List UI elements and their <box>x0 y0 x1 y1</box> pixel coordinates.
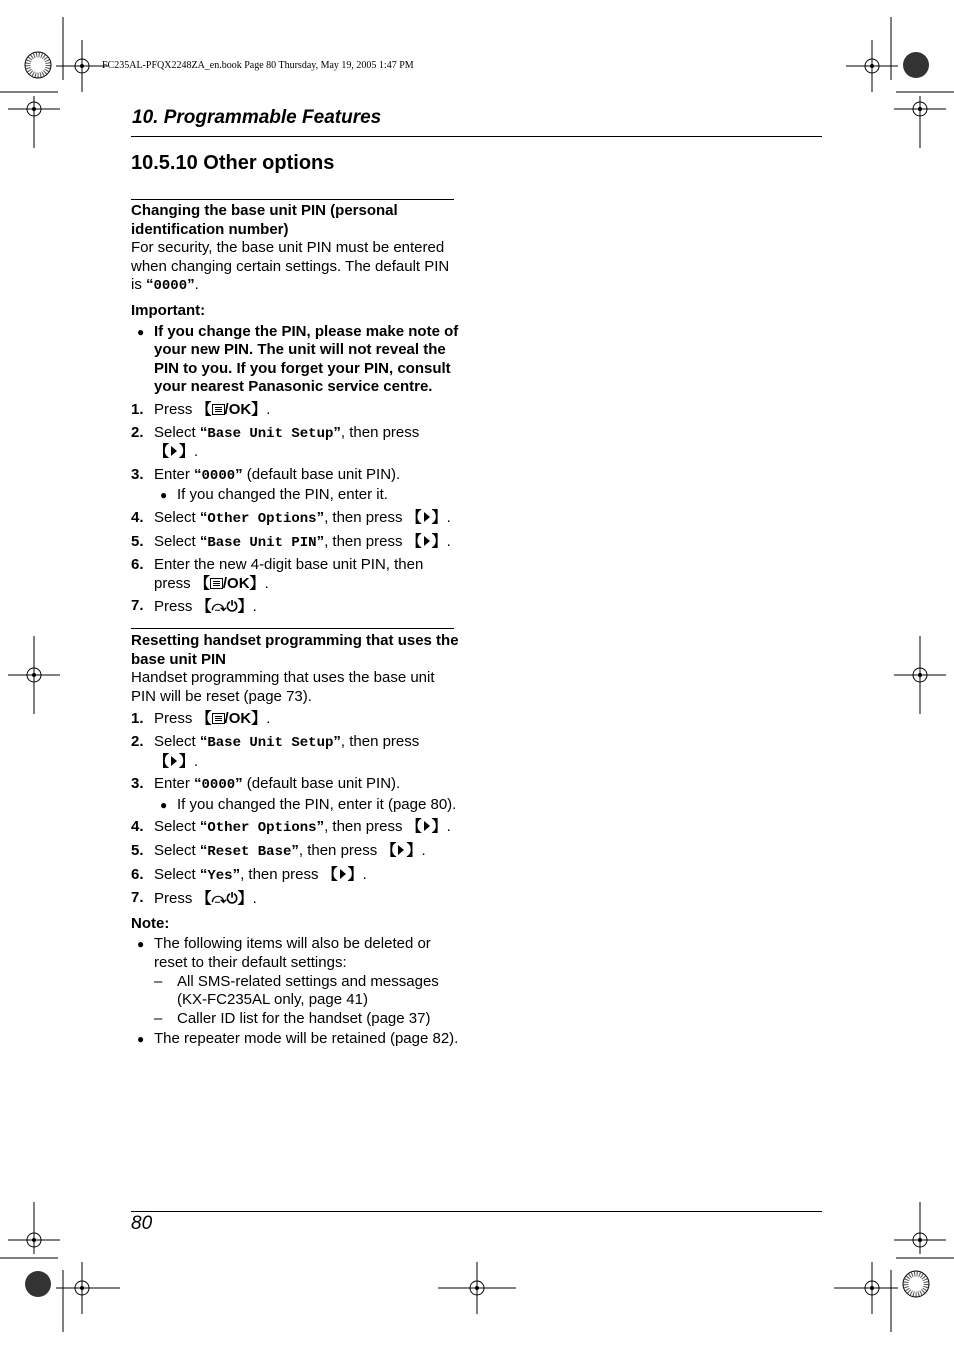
pin-step-5: 5. Select “Base Unit PIN”, then press 【 】. <box>131 532 451 551</box>
menu-ok-icon <box>210 578 223 589</box>
note-item-2: ● The repeater mode will be retained (page 82). <box>137 1030 459 1048</box>
off-button-icon: ⤼⏻ <box>211 598 238 615</box>
important-label: Important: <box>131 301 206 319</box>
right-arrow-icon <box>340 869 346 879</box>
reset-step-3-note: ● If you changed the PIN, enter it (page 80). <box>160 795 457 813</box>
important-note: ● If you change the PIN, please make note of your new PIN. The unit will not reveal the PIN to you. If you forget your PIN, consult your nearest Panasonic service centre. <box>137 322 459 396</box>
pin-step-3: 3. Enter “0000” (default base unit PIN). <box>131 465 401 484</box>
subsection-rule-reset <box>131 628 454 629</box>
pin-step-3-note: ● If you changed the PIN, enter it. <box>160 486 388 504</box>
pin-change-section <box>131 202 461 617</box>
off-button-icon: ⤼⏻ <box>211 890 238 907</box>
header-rule <box>131 136 822 137</box>
pin-step-6: 6. Enter the new 4-digit base unit PIN, then press 【 /OK】. <box>131 556 424 592</box>
right-arrow-icon <box>424 536 430 546</box>
pin-step-4: 4. Select “Other Options”, then press 【 】. <box>131 508 451 527</box>
page-title: 10.5.10 Other options <box>131 152 335 174</box>
pin-change-heading: Changing the base unit PIN (personal identification number) <box>131 202 398 238</box>
pin-step-1: 1. Press 【 /OK】. <box>131 400 271 418</box>
footer-rule <box>131 1211 822 1212</box>
reset-step-3: 3. Enter “0000” (default base unit PIN). <box>131 775 401 794</box>
subsection-rule-pin <box>131 199 454 200</box>
right-arrow-icon <box>424 512 430 522</box>
reset-step-7: 7. Press 【⤼⏻】. <box>131 889 257 908</box>
right-arrow-icon <box>424 821 430 831</box>
note-item-1-dash-2: – Caller ID list for the handset (page 37) <box>154 1009 431 1027</box>
right-arrow-icon <box>171 446 177 456</box>
menu-ok-icon <box>212 404 225 415</box>
right-arrow-icon <box>398 845 404 855</box>
note-item-1: ● The following items will also be deleted or reset to their default settings: <box>137 935 431 971</box>
reset-step-5: 5. Select “Reset Base”, then press 【 】. <box>131 841 426 860</box>
right-arrow-icon <box>171 756 177 766</box>
pin-step-7: 7. Press 【⤼⏻】. <box>131 597 257 616</box>
reset-step-1: 1. Press 【 /OK】. <box>131 710 271 728</box>
reset-heading: Resetting handset programming that uses the base unit PIN <box>131 632 459 668</box>
reset-step-6: 6. Select “Yes”, then press 【 】. <box>131 865 367 884</box>
menu-ok-icon <box>212 713 225 724</box>
note-label: Note: <box>131 914 170 932</box>
pin-step-2: 2. Select “Base Unit Setup”, then press 【 】. <box>131 423 420 461</box>
reset-step-2: 2. Select “Base Unit Setup”, then press 【 】. <box>131 732 420 770</box>
note-item-1-dash-1: – All SMS-related settings and messages (KX-FC235AL only, page 41) <box>154 972 439 1009</box>
print-info: FC235AL-PFQX2248ZA_en.book Page 80 Thursday, May 19, 2005 1:47 PM <box>102 60 414 71</box>
reset-section <box>131 632 461 1049</box>
section-header: 10. Programmable Features <box>132 107 382 128</box>
page-number: 80 <box>131 1213 153 1234</box>
reset-step-4: 4. Select “Other Options”, then press 【 】. <box>131 818 451 837</box>
pin-change-intro: For security, the base unit PIN must be entered when changing certain settings. The default PIN is “0000”. <box>131 239 450 295</box>
reset-intro: Handset programming that uses the base unit PIN will be reset (page 73). <box>131 669 435 705</box>
